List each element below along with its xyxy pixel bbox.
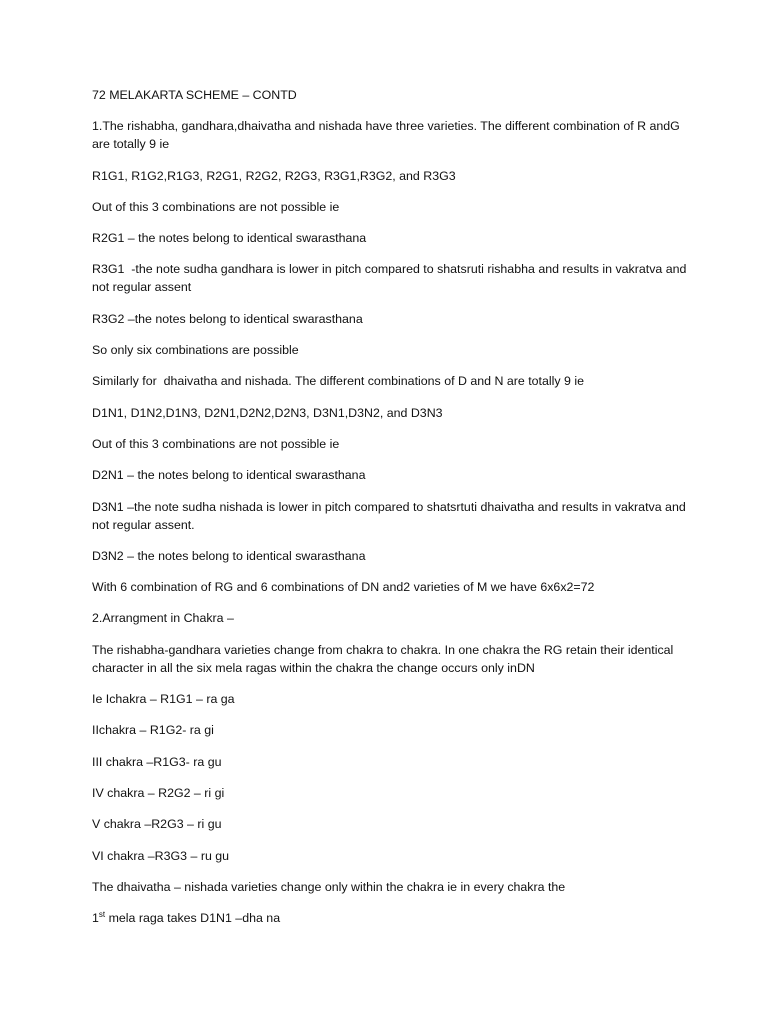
paragraph: Out of this 3 combinations are not possible ie [92,436,340,451]
section-heading: 2.Arrangment in Chakra – [92,611,234,626]
chakra-line: IV chakra – R2G2 – ri gi [92,785,225,800]
ordinal-number: 1 [92,911,99,926]
paragraph-last [92,909,692,927]
chakra-line: III chakra –R1G3- ra gu [92,754,222,769]
paragraph: D2N1 – the notes belong to identical swarasthana [92,468,366,483]
chakra-line: IIchakra – R1G2- ra gi [92,723,214,738]
paragraph: R3G1 -the note sudha gandhara is lower in pitch compared to shatsruti rishabha and results in vakratva and not regular assent [92,262,690,295]
chakra-line: V chakra –R2G3 – ri gu [92,817,222,832]
paragraph: D3N1 –the note sudha nishada is lower in pitch compared to shatsrtuti dhaivatha and results in vakratva and not regular assent. [92,499,690,532]
chakra-line: Ie Ichakra – R1G1 – ra ga [92,692,235,707]
paragraph: The dhaivatha – nishada varieties change only within the chakra ie in every chakra the [92,879,566,894]
paragraph: With 6 combination of RG and 6 combinations of DN and2 varieties of M we have 6x6x2=72 [92,580,595,595]
document-page [92,86,692,940]
paragraph: The rishabha-gandhara varieties change from chakra to chakra. In one chakra the RG retain their identical character in all the six mela ragas within the chakra the change occurs only inDN [92,642,677,675]
paragraph: R2G1 – the notes belong to identical swarasthana [92,231,367,246]
paragraph: R1G1, R1G2,R1G3, R2G1, R2G2, R2G3, R3G1,R3G2, and R3G3 [92,168,456,183]
paragraph: Similarly for dhaivatha and nishada. The different combinations of D and N are totally 9 ie [92,374,585,389]
paragraph: D3N2 – the notes belong to identical swarasthana [92,548,366,563]
ordinal-suffix: st [98,910,106,919]
paragraph: R3G2 –the notes belong to identical swarasthana [92,311,363,326]
paragraph: D1N1, D1N2,D1N3, D2N1,D2N2,D2N3, D3N1,D3N2, and D3N3 [92,405,443,420]
document-title: 72 MELAKARTA SCHEME – CONTD [92,88,297,102]
chakra-line: VI chakra –R3G3 – ru gu [92,848,230,863]
last-line-text: mela raga takes D1N1 –dha na [105,911,281,926]
paragraph: Out of this 3 combinations are not possible ie [92,199,340,214]
paragraph: 1.The rishabha, gandhara,dhaivatha and nishada have three varieties. The different combination of R andG are totally 9 ie [92,119,684,152]
paragraph: So only six combinations are possible [92,343,299,358]
